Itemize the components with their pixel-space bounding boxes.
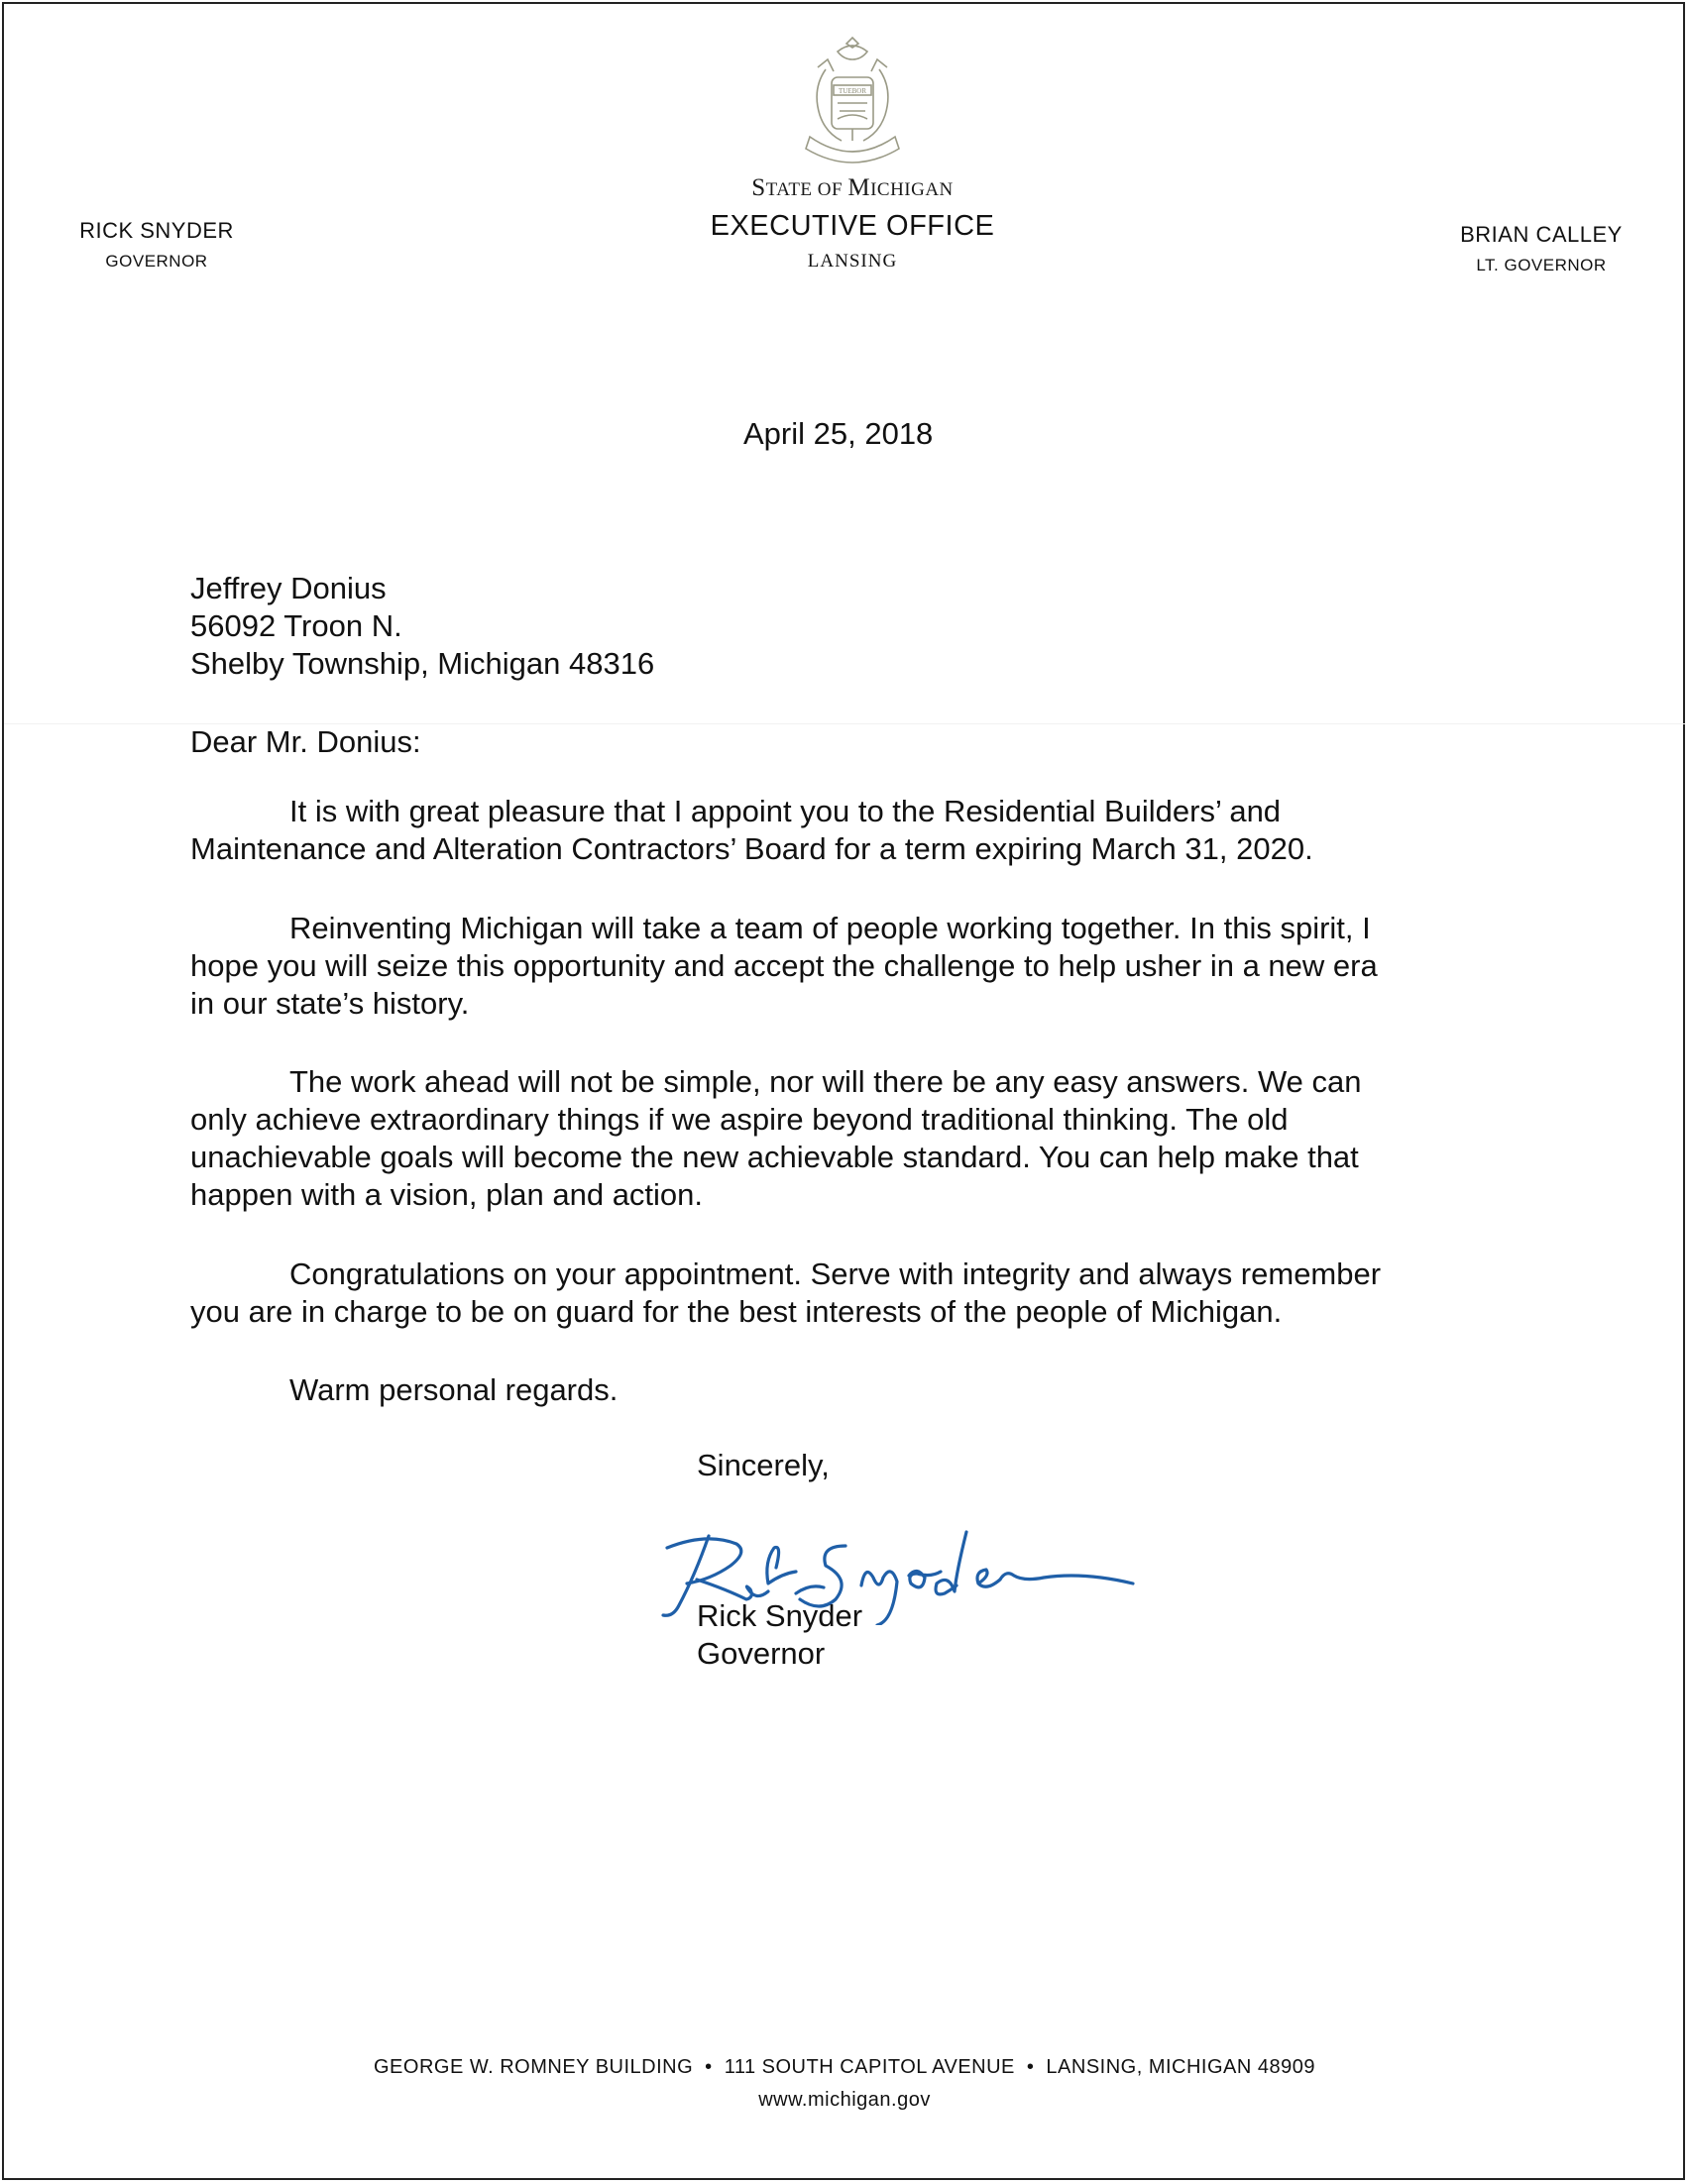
footer-address bbox=[0, 2056, 1689, 2079]
footer-street: 111 SOUTH CAPITOL AVENUE bbox=[724, 2056, 1015, 2078]
paragraph-line: you are in charge to be on guard for the best interests of the people of Michigan. bbox=[190, 1294, 1283, 1329]
recipient-city: Shelby Township, Michigan 48316 bbox=[190, 646, 655, 681]
michigan-seal-logo bbox=[788, 30, 917, 178]
paragraph-line: Reinventing Michigan will take a team of people working together. In this spirit, I bbox=[289, 911, 1371, 945]
recipient-street: 56092 Troon N. bbox=[190, 608, 402, 643]
bullet-separator: • bbox=[1026, 2056, 1035, 2078]
lt-governor-header bbox=[1432, 222, 1650, 275]
governor-name: RICK SNYDER bbox=[79, 218, 234, 243]
paragraph-line: The work ahead will not be simple, nor will there be any easy answers. We can bbox=[289, 1064, 1362, 1099]
signer-block bbox=[697, 1597, 862, 1673]
paragraph-line: It is with great pleasure that I appoint you to the Residential Builders’ and bbox=[289, 794, 1282, 828]
footer-website: www.michigan.gov bbox=[758, 2089, 931, 2111]
footer-city: LANSING, MICHIGAN 48909 bbox=[1046, 2056, 1315, 2078]
recipient-address bbox=[190, 570, 654, 683]
signer-name: Rick Snyder bbox=[697, 1598, 863, 1633]
paragraph-congratulations bbox=[190, 1256, 1519, 1331]
recipient-name: Jeffrey Donius bbox=[190, 571, 387, 605]
signer-title: Governor bbox=[697, 1636, 826, 1671]
paragraph-reinventing bbox=[190, 910, 1519, 1023]
lt-governor-name: BRIAN CALLEY bbox=[1460, 222, 1623, 247]
paragraph-line: Congratulations on your appointment. Serve with integrity and always remember bbox=[289, 1256, 1382, 1291]
paragraph-work-ahead bbox=[190, 1063, 1519, 1214]
bullet-separator: • bbox=[705, 2056, 713, 2078]
paragraph-regards bbox=[190, 1371, 1519, 1409]
executive-office-heading: EXECUTIVE OFFICE bbox=[710, 210, 995, 242]
paragraph-line: hope you will seize this opportunity and accept the challenge to help usher in a new era bbox=[190, 948, 1378, 983]
city-heading: LANSING bbox=[807, 251, 898, 272]
salutation: Dear Mr. Donius: bbox=[190, 724, 421, 759]
paragraph-line: Maintenance and Alteration Contractors’ Board for a term expiring March 31, 2020. bbox=[190, 831, 1313, 866]
paragraph-appointment bbox=[190, 793, 1519, 868]
governor-header bbox=[57, 218, 256, 272]
letterhead-office-block bbox=[555, 174, 1150, 273]
paragraph-line: only achieve extraordinary things if we aspire beyond traditional thinking. The old bbox=[190, 1102, 1289, 1137]
state-of-michigan-heading: STATE OF MICHIGAN bbox=[751, 174, 954, 201]
paragraph-line: in our state’s history. bbox=[190, 986, 470, 1021]
letter-date: April 25, 2018 bbox=[743, 416, 934, 451]
letterhead-footer bbox=[0, 2056, 1689, 2112]
paragraph-line: happen with a vision, plan and action. bbox=[190, 1177, 704, 1212]
footer-building: GEORGE W. ROMNEY BUILDING bbox=[373, 2056, 694, 2078]
paragraph-line: Warm personal regards. bbox=[289, 1372, 619, 1407]
seal-motto: TUEBOR bbox=[839, 87, 866, 95]
closing: Sincerely, bbox=[697, 1448, 830, 1482]
governor-title: GOVERNOR bbox=[105, 252, 208, 271]
paragraph-line: unachievable goals will become the new achievable standard. You can help make that bbox=[190, 1140, 1359, 1174]
lt-governor-title: LT. GOVERNOR bbox=[1476, 256, 1607, 274]
